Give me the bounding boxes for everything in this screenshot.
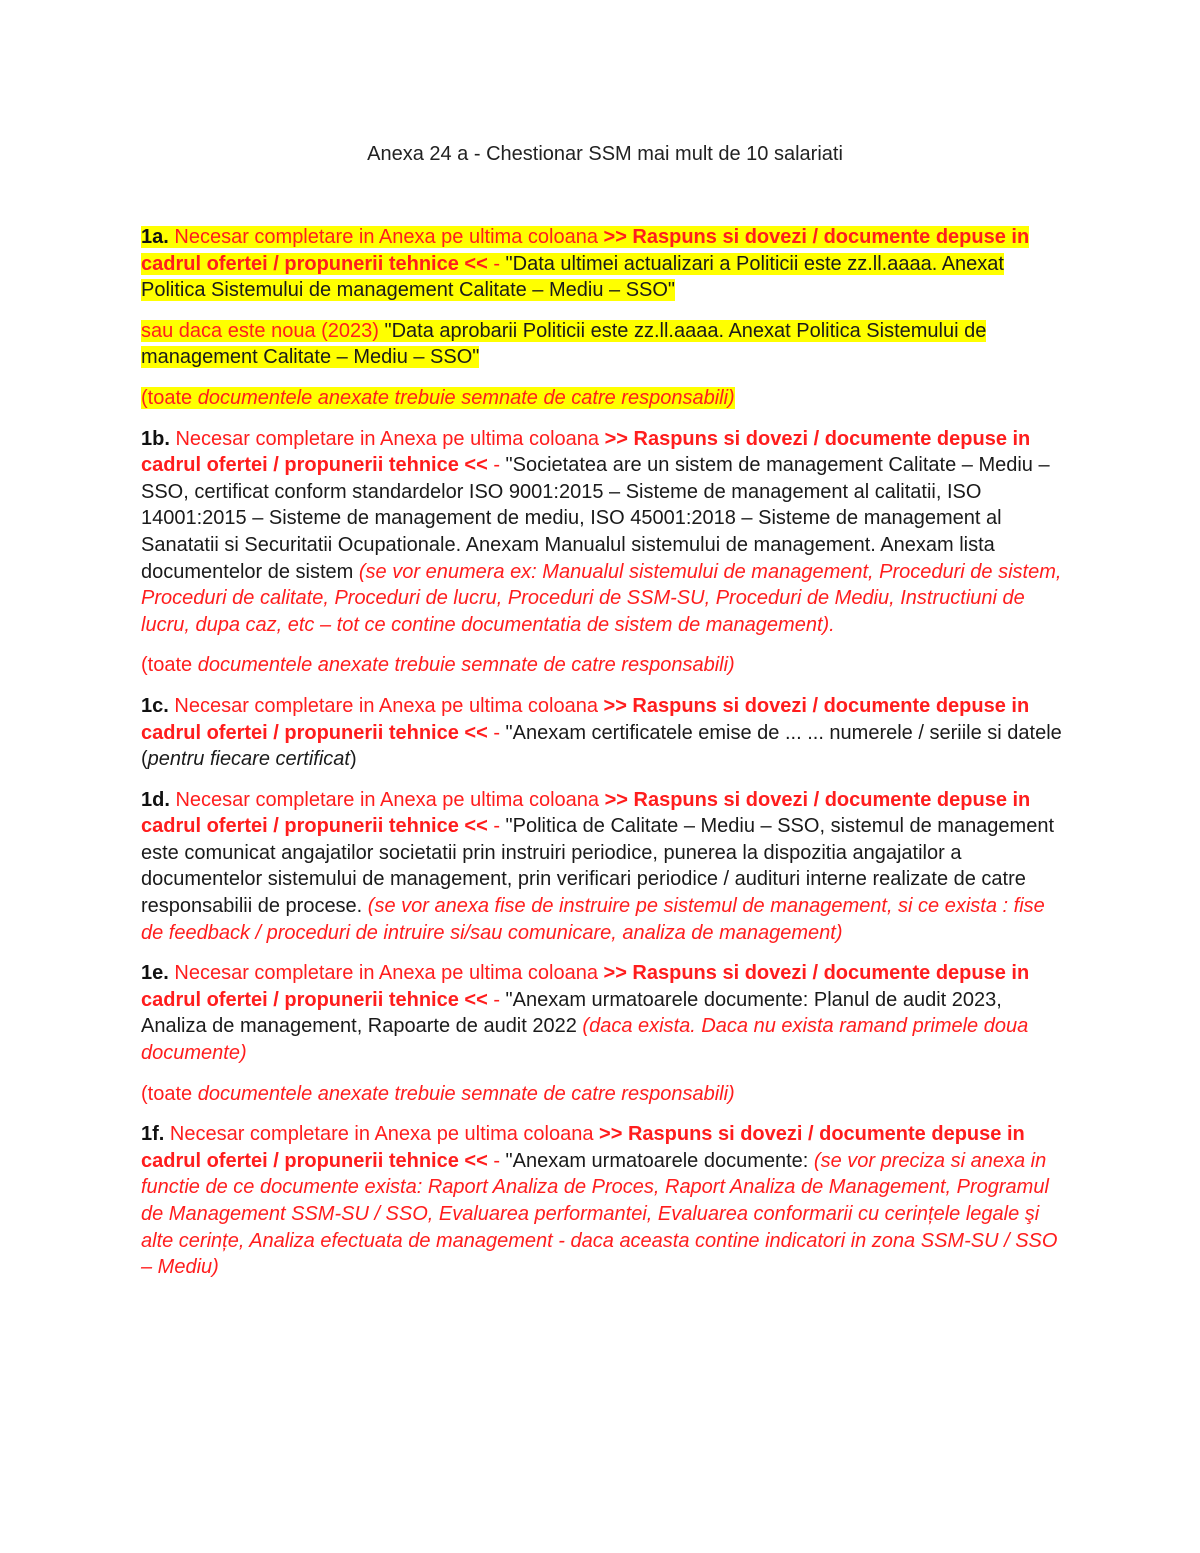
document-title: Anexa 24 a - Chestionar SSM mai mult de 10 salariati — [367, 143, 843, 165]
raspuns-text: >> Raspuns si dovezi / documente depuse in cadrul ofertei / propunerii tehnice << — [141, 962, 1030, 1011]
item-number: 1b. — [141, 427, 170, 450]
item-remark: (se vor enumera ex: Manualul sistemului de management, Proceduri de sistem, Proceduri de calitate, Proceduri de lucru, Proceduri de SSM-SU, Proceduri de Mediu, Instructiuni de lucru, dupa caz, etc – tot ce contine documentatia de sistem de management). — [141, 560, 1062, 636]
raspuns-text: >> Raspuns si dovezi / documente depuse in cadrul ofertei / propunerii tehnice << — [141, 694, 1030, 744]
raspuns-text: >> Raspuns si dovezi / documente depuse in cadrul ofertei / propunerii tehnice << — [141, 788, 1031, 838]
item-text: "Anexam urmatoarele documente: Planul de audit 2023, Analiza de management, Rapoarte de audit 2022 — [141, 988, 1002, 1038]
item-remark: (se vor anexa fise de instruire pe sistemul de management, si ce exista : fise de feedback / proceduri de intruire si/sau comunicare, analiza de management) — [141, 895, 1045, 944]
alt-text: "Data aprobarii Politicii este zz.ll.aaaa. Anexat Politica Sistemului de management Calitate – Mediu – SSO" — [141, 319, 987, 369]
necesar-text: Necesar completare in Anexa pe ultima coloana — [175, 788, 605, 811]
dash: - — [493, 454, 506, 477]
raspuns-text: >> Raspuns si dovezi / documente depuse in cadrul ofertei / propunerii tehnice << — [141, 427, 1031, 477]
item-1b — [141, 426, 1071, 639]
necesar-text: Necesar completare in Anexa pe ultima coloana — [169, 1123, 600, 1146]
dash: - — [493, 1149, 506, 1172]
note-signatures — [141, 1081, 1071, 1108]
necesar-text: Necesar completare in Anexa pe ultima coloana — [175, 427, 605, 450]
item-1f — [141, 1121, 1071, 1281]
raspuns-text: >> Raspuns si dovezi / documente depuse in cadrul ofertei / propunerii tehnice << — [141, 1123, 1025, 1172]
item-remark: (se vor preciza si anexa in functie de ce documente exista: Raport Analiza de Proces, Raport Analiza de Management, Programul de Management SSM-SU / SSO, Evaluarea performantei, Evaluarea conformarii cu cerințele legale şi alte cerințe, Analiza efectuata de management - daca aceasta contine indicatori in zona SSM-SU / SSO – Mediu) — [141, 1149, 1058, 1279]
note-italic: documentele anexate trebuie semnate de catre responsabili) — [197, 386, 735, 409]
note-italic: documentele anexate trebuie semnate de catre responsabili) — [197, 1082, 735, 1105]
raspuns-text: >> Raspuns si dovezi / documente depuse in cadrul ofertei / propunerii tehnice << — [141, 226, 1030, 275]
dash: - — [493, 721, 506, 744]
dash: - — [493, 988, 506, 1011]
item-1d — [141, 787, 1071, 947]
note-italic: documentele anexate trebuie semnate de catre responsabili) — [197, 654, 735, 677]
necesar-text: Necesar completare in Anexa pe ultima coloana — [174, 962, 604, 985]
item-text: "Anexam urmatoarele documente: — [505, 1149, 814, 1172]
item-1c — [141, 693, 1071, 773]
item-1e — [141, 960, 1071, 1066]
dash: - — [493, 252, 506, 275]
item-number: 1c. — [141, 694, 169, 717]
dash: - — [493, 815, 506, 838]
item-1a-highlight — [141, 226, 1029, 301]
alt-red-text: sau daca este noua (2023) — [141, 319, 385, 342]
item-1a — [141, 224, 1071, 304]
item-number: 1d. — [141, 788, 170, 811]
item-text: "Data ultimei actualizari a Politicii este zz.ll.aaaa. Anexat Politica Sistemului de management Calitate – Mediu – SSO" — [141, 252, 1004, 302]
item-text-italic: pentru fiecare certificat — [147, 748, 350, 771]
note-open: (toate — [141, 1082, 198, 1105]
necesar-text: Necesar completare in Anexa pe ultima coloana — [174, 694, 604, 717]
item-number: 1e. — [141, 962, 169, 985]
item-number: 1f. — [141, 1123, 165, 1146]
note-signatures — [141, 652, 1071, 679]
item-text: "Societatea are un sistem de management Calitate – Mediu – SSO, certificat conform standardelor ISO 9001:2015 – Sisteme de management al calitatii, ISO 14001:2015 – Sisteme de management de mediu, ISO 45001:2018 – Sisteme de management al Sanatatii si Securitatii Ocupationale. Anexam Manualul sistemului de management. Anexam lista documentelor de sistem — [141, 454, 1050, 583]
note-highlight — [141, 387, 735, 409]
item-1a-alternative — [141, 318, 1071, 371]
item-remark: (daca exista. Daca nu exista ramand primele doua documente) — [141, 1015, 1029, 1065]
note-open: (toate — [141, 654, 198, 677]
item-text: "Politica de Calitate – Mediu – SSO, sistemul de management este comunicat angajatilor societatii prin instruiri periodice, punerea la dispozitia angajatilor a documentelor sistemului de management, prin verificari periodice / audituri interne realizate de catre responsabilii de procese. — [141, 815, 1055, 918]
necesar-text: Necesar completare in Anexa pe ultima coloana — [174, 226, 604, 248]
note-signatures — [141, 385, 1071, 412]
item-text-end: ) — [350, 748, 357, 771]
note-open: (toate — [141, 386, 198, 409]
item-number: 1a. — [141, 226, 169, 248]
item-1a-alt-highlight — [141, 320, 986, 369]
item-text: "Anexam certificatele emise de ... ... numerele / seriile si datele ( — [141, 721, 1062, 771]
document-body — [141, 224, 1071, 1295]
